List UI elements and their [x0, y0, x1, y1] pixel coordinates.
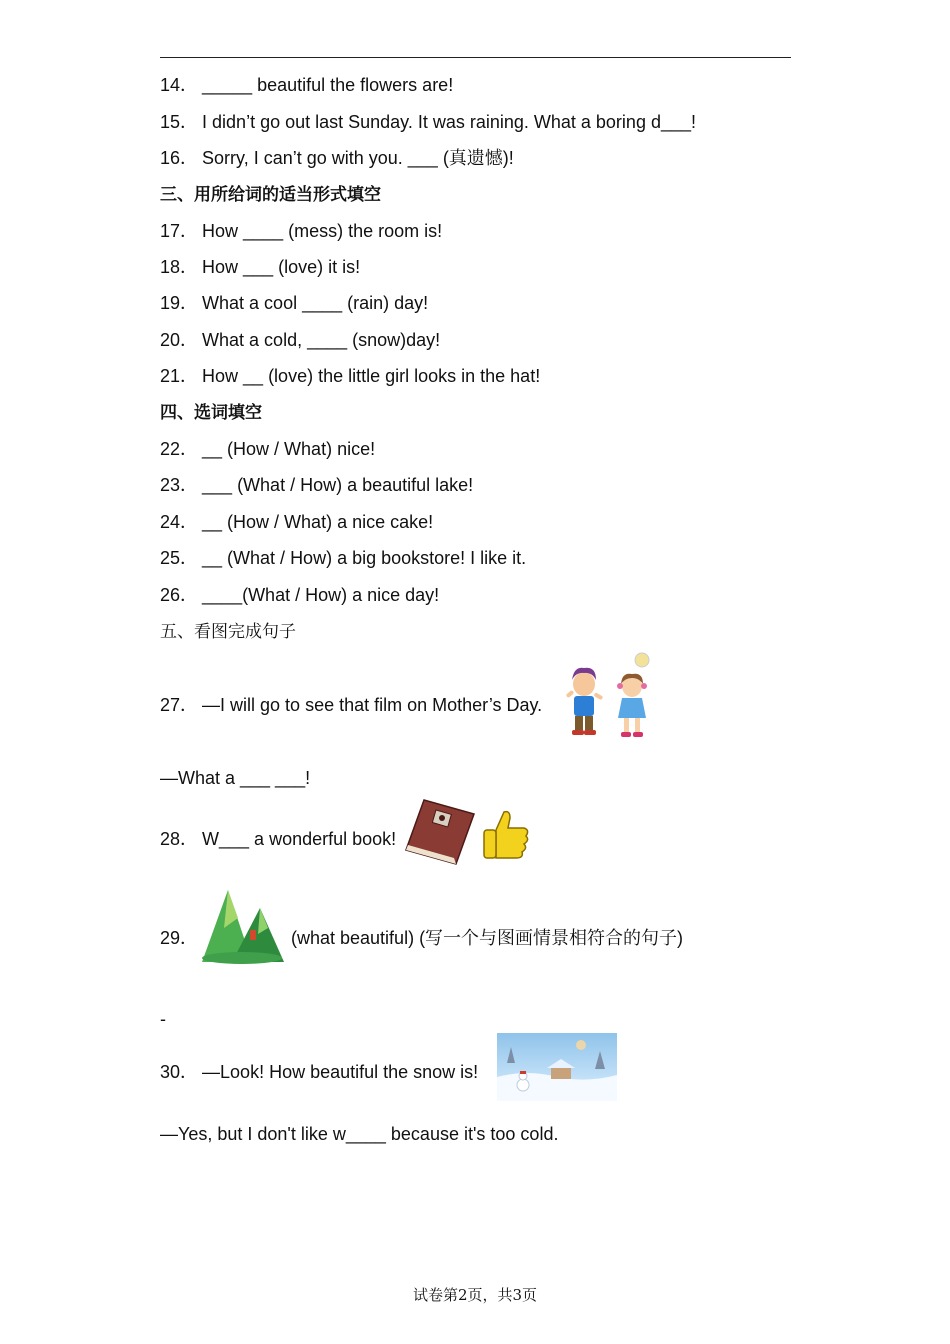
mountain-image: [202, 888, 284, 964]
book-icon: [404, 798, 476, 866]
question-17: 17． How ____ (mess) the room is!: [160, 221, 443, 241]
question-26: 26． ____(What / How) a nice day!: [160, 585, 440, 605]
thumbs-up-icon: [480, 808, 530, 862]
header-rule: [160, 57, 791, 58]
boy-and-girl-image: [562, 652, 662, 742]
question-18: 18． How ___ (love) it is!: [160, 257, 361, 277]
question-29-answer: -: [160, 1009, 166, 1029]
question-29: (what beautiful) (写一个与图画情景相符合的句子): [291, 928, 684, 948]
snow-scene-image: [497, 1033, 617, 1101]
section-4-heading: 四、选词填空: [160, 403, 262, 423]
question-25: 25． __ (What / How) a big bookstore! I like it.: [160, 548, 527, 568]
question-23: 23． ___ (What / How) a beautiful lake!: [160, 475, 474, 495]
question-28: 28． W___ a wonderful book!: [160, 829, 397, 849]
question-27: 27． —I will go to see that film on Mother’s Day.: [160, 695, 543, 715]
question-30-answer: —Yes, but I don't like w____ because it's too cold.: [160, 1124, 559, 1144]
question-15: 15． I didn’t go out last Sunday. It was raining. What a boring d___!: [160, 112, 696, 132]
question-30: 30． —Look! How beautiful the snow is!: [160, 1062, 479, 1082]
question-22: 22． __ (How / What) nice!: [160, 439, 376, 459]
question-16: 16． Sorry, I can’t go with you. ___ (真遗憾)!: [160, 148, 514, 168]
question-29-number: 29．: [160, 928, 199, 948]
section-3-heading: 三、用所给词的适当形式填空: [160, 185, 381, 205]
page-footer: 试卷第2页，共3页: [412, 1286, 538, 1304]
question-14: 14． _____ beautiful the flowers are!: [160, 75, 454, 95]
question-19: 19． What a cool ____ (rain) day!: [160, 293, 429, 313]
question-21: 21． How __ (love) the little girl looks in the hat!: [160, 366, 541, 386]
section-5-heading: 五、看图完成句子: [160, 622, 296, 642]
question-27-answer: —What a ___ ___!: [160, 768, 311, 788]
question-20: 20． What a cold, ____ (snow)day!: [160, 330, 441, 350]
question-24: 24． __ (How / What) a nice cake!: [160, 512, 434, 532]
